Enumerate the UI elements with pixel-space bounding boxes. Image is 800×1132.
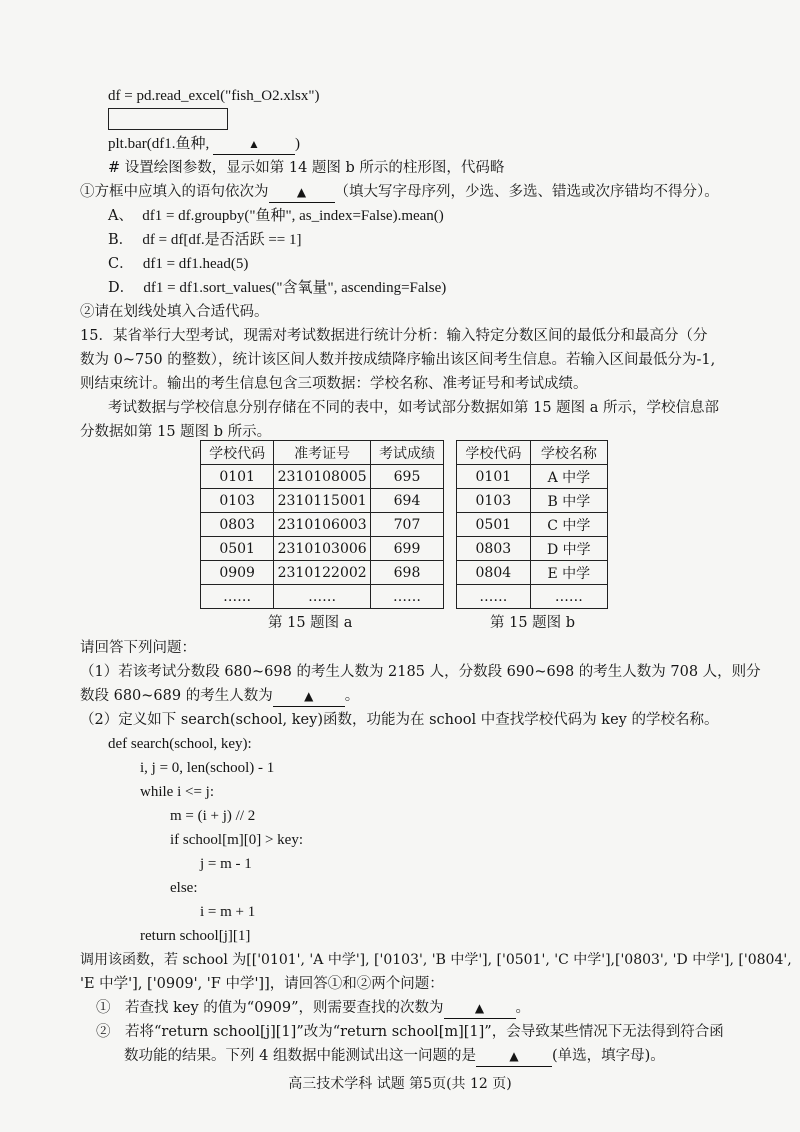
option-text: df = df[df.是否活跃 == 1] [142, 232, 302, 248]
table-row [457, 561, 608, 585]
table-cell: 695 [371, 465, 444, 489]
option-key: D． [108, 280, 135, 296]
table-cell: 0803 [201, 513, 274, 537]
sub-question-1-text: ① 若查找 key 的值为“0909”，则需要查找的次数为 [96, 1000, 444, 1016]
table-cell: 0101 [201, 465, 274, 489]
table-cell: 2310115001 [274, 489, 371, 513]
table-cell: 698 [371, 561, 444, 585]
code-line: def search(school, key): [108, 736, 252, 752]
table-cell: 0501 [457, 513, 531, 537]
answer-blank [444, 998, 516, 1019]
code-plt-bar-text: plt.bar(df1.鱼种, [108, 136, 210, 152]
table-cell: D 中学 [530, 537, 607, 561]
sub-question-1-tail: 。 [515, 1000, 531, 1016]
q14-sub2: ②请在划线处填入合适代码。 [80, 304, 269, 320]
option-key: B． [108, 232, 134, 248]
answer-blank [273, 686, 345, 707]
option-c [108, 254, 248, 274]
table-cell: 2310106003 [274, 513, 371, 537]
table-row [201, 561, 444, 585]
triangle-icon: ▲ [474, 1001, 485, 1015]
option-text: df1 = df1.head(5) [142, 256, 249, 272]
table-cell: 0101 [457, 465, 531, 489]
code-comment: # 设置绘图参数，显示如第 14 题图 b 所示的柱形图，代码略 [108, 160, 505, 176]
table-cell: 0909 [201, 561, 274, 585]
table-header-row [457, 441, 608, 465]
table-cell: …… [530, 585, 607, 609]
table-cell: 2310108005 [274, 465, 371, 489]
table-row [201, 513, 444, 537]
ask-line: 请回答下列问题： [80, 640, 196, 656]
table-cell: 0501 [201, 537, 274, 561]
sub-question-2b [124, 1046, 665, 1067]
code-line: j = m - 1 [200, 856, 252, 872]
table-cell: 0103 [201, 489, 274, 513]
caption-b: 第 15 题图 b [490, 615, 576, 631]
table-header: 准考证号 [274, 441, 371, 465]
table-cell: …… [274, 585, 371, 609]
option-a [108, 206, 444, 226]
option-b [108, 230, 301, 250]
code-line: i, j = 0, len(school) - 1 [140, 760, 275, 776]
answer-blank [269, 182, 335, 203]
table-cell: A 中学 [530, 465, 607, 489]
table-b [456, 440, 608, 609]
table-row [201, 537, 444, 561]
code-line: return school[j][1] [140, 928, 251, 944]
table-cell: E 中学 [530, 561, 607, 585]
table-row [457, 513, 608, 537]
table-cell: 694 [371, 489, 444, 513]
table-cell: 2310122002 [274, 561, 371, 585]
sub-question-2a: ② 若将“return school[j][1]”改为“return school[m][1]”，会导致某些情况下无法得到符合函 [96, 1024, 724, 1040]
table-row [201, 465, 444, 489]
q15-p1b-text: 数段 680~689 的考生人数为 [80, 688, 273, 704]
call-line-1: 调用该函数，若 school 为[['0101', 'A 中学'], ['0103', 'B 中学'], ['0501', 'C 中学'],['0803', 'D 中学'], ['0804', [80, 952, 792, 968]
table-cell: …… [371, 585, 444, 609]
q15-intro-4: 考试数据与学校信息分别存储在不同的表中，如考试部分数据如第 15 题图 a 所示，学校信息部 [108, 400, 720, 416]
table-cell: …… [457, 585, 531, 609]
table-cell: 0803 [457, 537, 531, 561]
answer-blank [476, 1046, 552, 1067]
table-cell: …… [201, 585, 274, 609]
q15-intro-3: 则结束统计。输出的考生信息包含三项数据：学校名称、准考证号和考试成绩。 [80, 376, 588, 392]
code-line: if school[m][0] > key: [170, 832, 304, 848]
q14-sub1-text: ①方框中应填入的语句依次为 [80, 184, 269, 200]
q15-intro-5: 分数据如第 15 题图 b 所示。 [80, 424, 272, 440]
table-header: 学校名称 [530, 441, 607, 465]
code-line: while i <= j: [140, 784, 214, 800]
table-row [201, 489, 444, 513]
table-row [201, 585, 444, 609]
table-header-row [201, 441, 444, 465]
table-header: 学校代码 [201, 441, 274, 465]
code-read-excel: df = pd.read_excel("fish_O2.xlsx") [108, 88, 320, 104]
option-text: df1 = df.groupby("鱼种", as_index=False).mean() [142, 208, 444, 224]
table-a [200, 440, 444, 609]
sub-question-2b-tail: (单选，填字母)。 [551, 1048, 665, 1064]
table-header: 考试成绩 [371, 441, 444, 465]
code-line: m = (i + j) // 2 [170, 808, 256, 824]
q14-sub1 [80, 182, 719, 203]
caption-a: 第 15 题图 a [268, 615, 353, 631]
q14-sub1-tail: （填大写字母序列，少选、多选、错选或次序错均不得分）。 [334, 184, 719, 200]
table-row [457, 537, 608, 561]
answer-box [108, 108, 228, 130]
code-plt-bar-close: ) [294, 136, 300, 152]
q15-p2: （2）定义如下 search(school, key)函数，功能为在 school 中查找学校代码为 key 的学校名称。 [80, 712, 719, 728]
code-plt-bar [108, 134, 300, 155]
table-cell: B 中学 [530, 489, 607, 513]
table-cell: 0103 [457, 489, 531, 513]
table-row [457, 465, 608, 489]
option-key: A、 [108, 208, 133, 224]
q15-p1a: （1）若该考试分数段 680~698 的考生人数为 2185 人，分数段 690~698 的考生人数为 708 人，则分 [80, 664, 761, 680]
table-header: 学校代码 [457, 441, 531, 465]
q15-p1b [80, 686, 359, 707]
page-footer: 高三技术学科 试题 第5页(共 12 页) [288, 1076, 512, 1092]
code-line: i = m + 1 [200, 904, 256, 920]
table-row [457, 489, 608, 513]
table-cell: 0804 [457, 561, 531, 585]
triangle-icon: ▲ [296, 185, 307, 199]
table-cell: 699 [371, 537, 444, 561]
triangle-icon: ▲ [509, 1049, 519, 1063]
table-row [457, 585, 608, 609]
q15-p1b-tail: 。 [344, 688, 360, 704]
code-line: else: [170, 880, 198, 896]
sub-question-1 [96, 998, 530, 1019]
option-text: df1 = df1.sort_values("含氧量", ascending=False) [143, 280, 447, 296]
q15-intro-2: 数为 0~750 的整数），统计该区间人数并按成绩降序输出该区间考生信息。若输入区间最低分为-1, [80, 352, 716, 368]
answer-blank [213, 134, 295, 155]
triangle-icon: ▲ [304, 689, 314, 703]
option-d [108, 278, 446, 298]
call-line-2: 'E 中学'], ['0909', 'F 中学']]，请回答①和②两个问题： [80, 976, 444, 992]
table-cell: 2310103006 [274, 537, 371, 561]
table-cell: 707 [371, 513, 444, 537]
table-cell: C 中学 [530, 513, 607, 537]
triangle-icon: ▲ [248, 137, 260, 151]
sub-question-2b-text: 数功能的结果。下列 4 组数据中能测试出这一问题的是 [124, 1048, 476, 1064]
q15-intro-1: 15．某省举行大型考试，现需对考试数据进行统计分析：输入特定分数区间的最低分和最高分（分 [80, 328, 708, 344]
option-key: C． [108, 256, 134, 272]
